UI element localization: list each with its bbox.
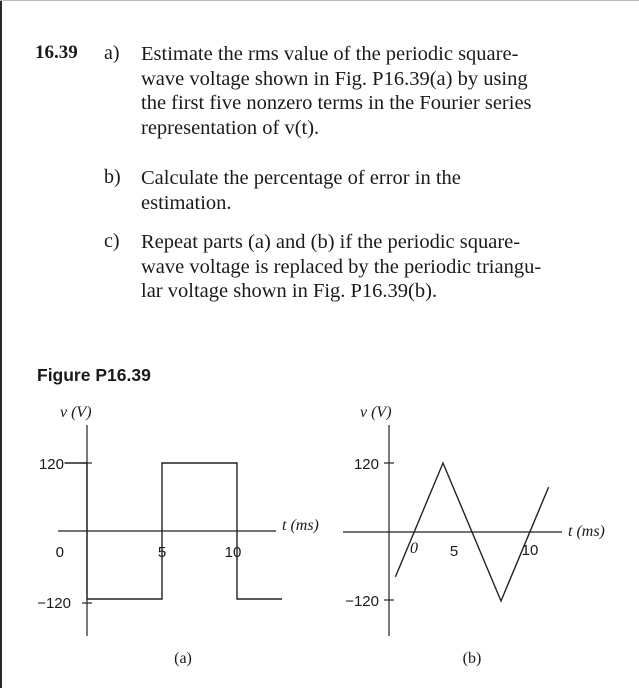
graph-a-caption: (a)	[174, 650, 192, 667]
part-a-letter: a)	[104, 42, 120, 64]
graph-a-y-tick-0: 0	[55, 544, 64, 561]
graph-b-y-tick-120: 120	[353, 456, 379, 473]
graph-a	[37, 404, 319, 667]
part-a-line-3: the first five nonzero terms in the Fourier series	[141, 92, 532, 114]
part-b-letter: b)	[104, 166, 121, 188]
graph-a-x-tick-5: 5	[157, 544, 167, 561]
graph-a-y-tick-120: 120	[38, 456, 64, 473]
part-b-line-2: estimation.	[141, 191, 232, 214]
graph-b-x-tick-5: 5	[449, 543, 459, 560]
part-c-line-2: wave voltage is replaced by the periodic triangu-	[141, 255, 542, 278]
part-a-line-4: representation of v(t).	[141, 116, 320, 139]
graph-b-y-axis-label: v (V)	[360, 404, 392, 421]
graph-b	[343, 404, 605, 667]
part-b-line-1: Calculate the percentage of error in the	[141, 167, 461, 189]
part-c-line-3: lar voltage shown in Fig. P16.39(b).	[141, 280, 438, 302]
problem-number: 16.39	[35, 42, 78, 63]
graph-a-y-axis-label: v (V)	[60, 404, 92, 421]
graph-a-x-axis-label: t (ms)	[282, 517, 319, 534]
graph-b-y-tick-minus120: −120	[345, 593, 379, 610]
graph-b-x-axis-label: t (ms)	[568, 523, 605, 540]
graph-b-x-tick-0: 0	[410, 540, 418, 557]
graph-a-y-tick-minus120: −120	[37, 595, 71, 612]
part-a-line-2: wave voltage shown in Fig. P16.39(a) by using	[141, 67, 528, 90]
graph-b-x-tick-10: 10	[521, 542, 539, 559]
part-c-letter: c)	[104, 230, 120, 252]
figure-title: Figure P16.39	[37, 365, 151, 385]
graph-a-x-tick-10: 10	[224, 544, 242, 561]
part-a-line-1: Estimate the rms value of the periodic square-	[141, 43, 519, 65]
part-c-line-1: Repeat parts (a) and (b) if the periodic square-	[141, 231, 521, 253]
graph-b-caption: (b)	[462, 650, 482, 667]
